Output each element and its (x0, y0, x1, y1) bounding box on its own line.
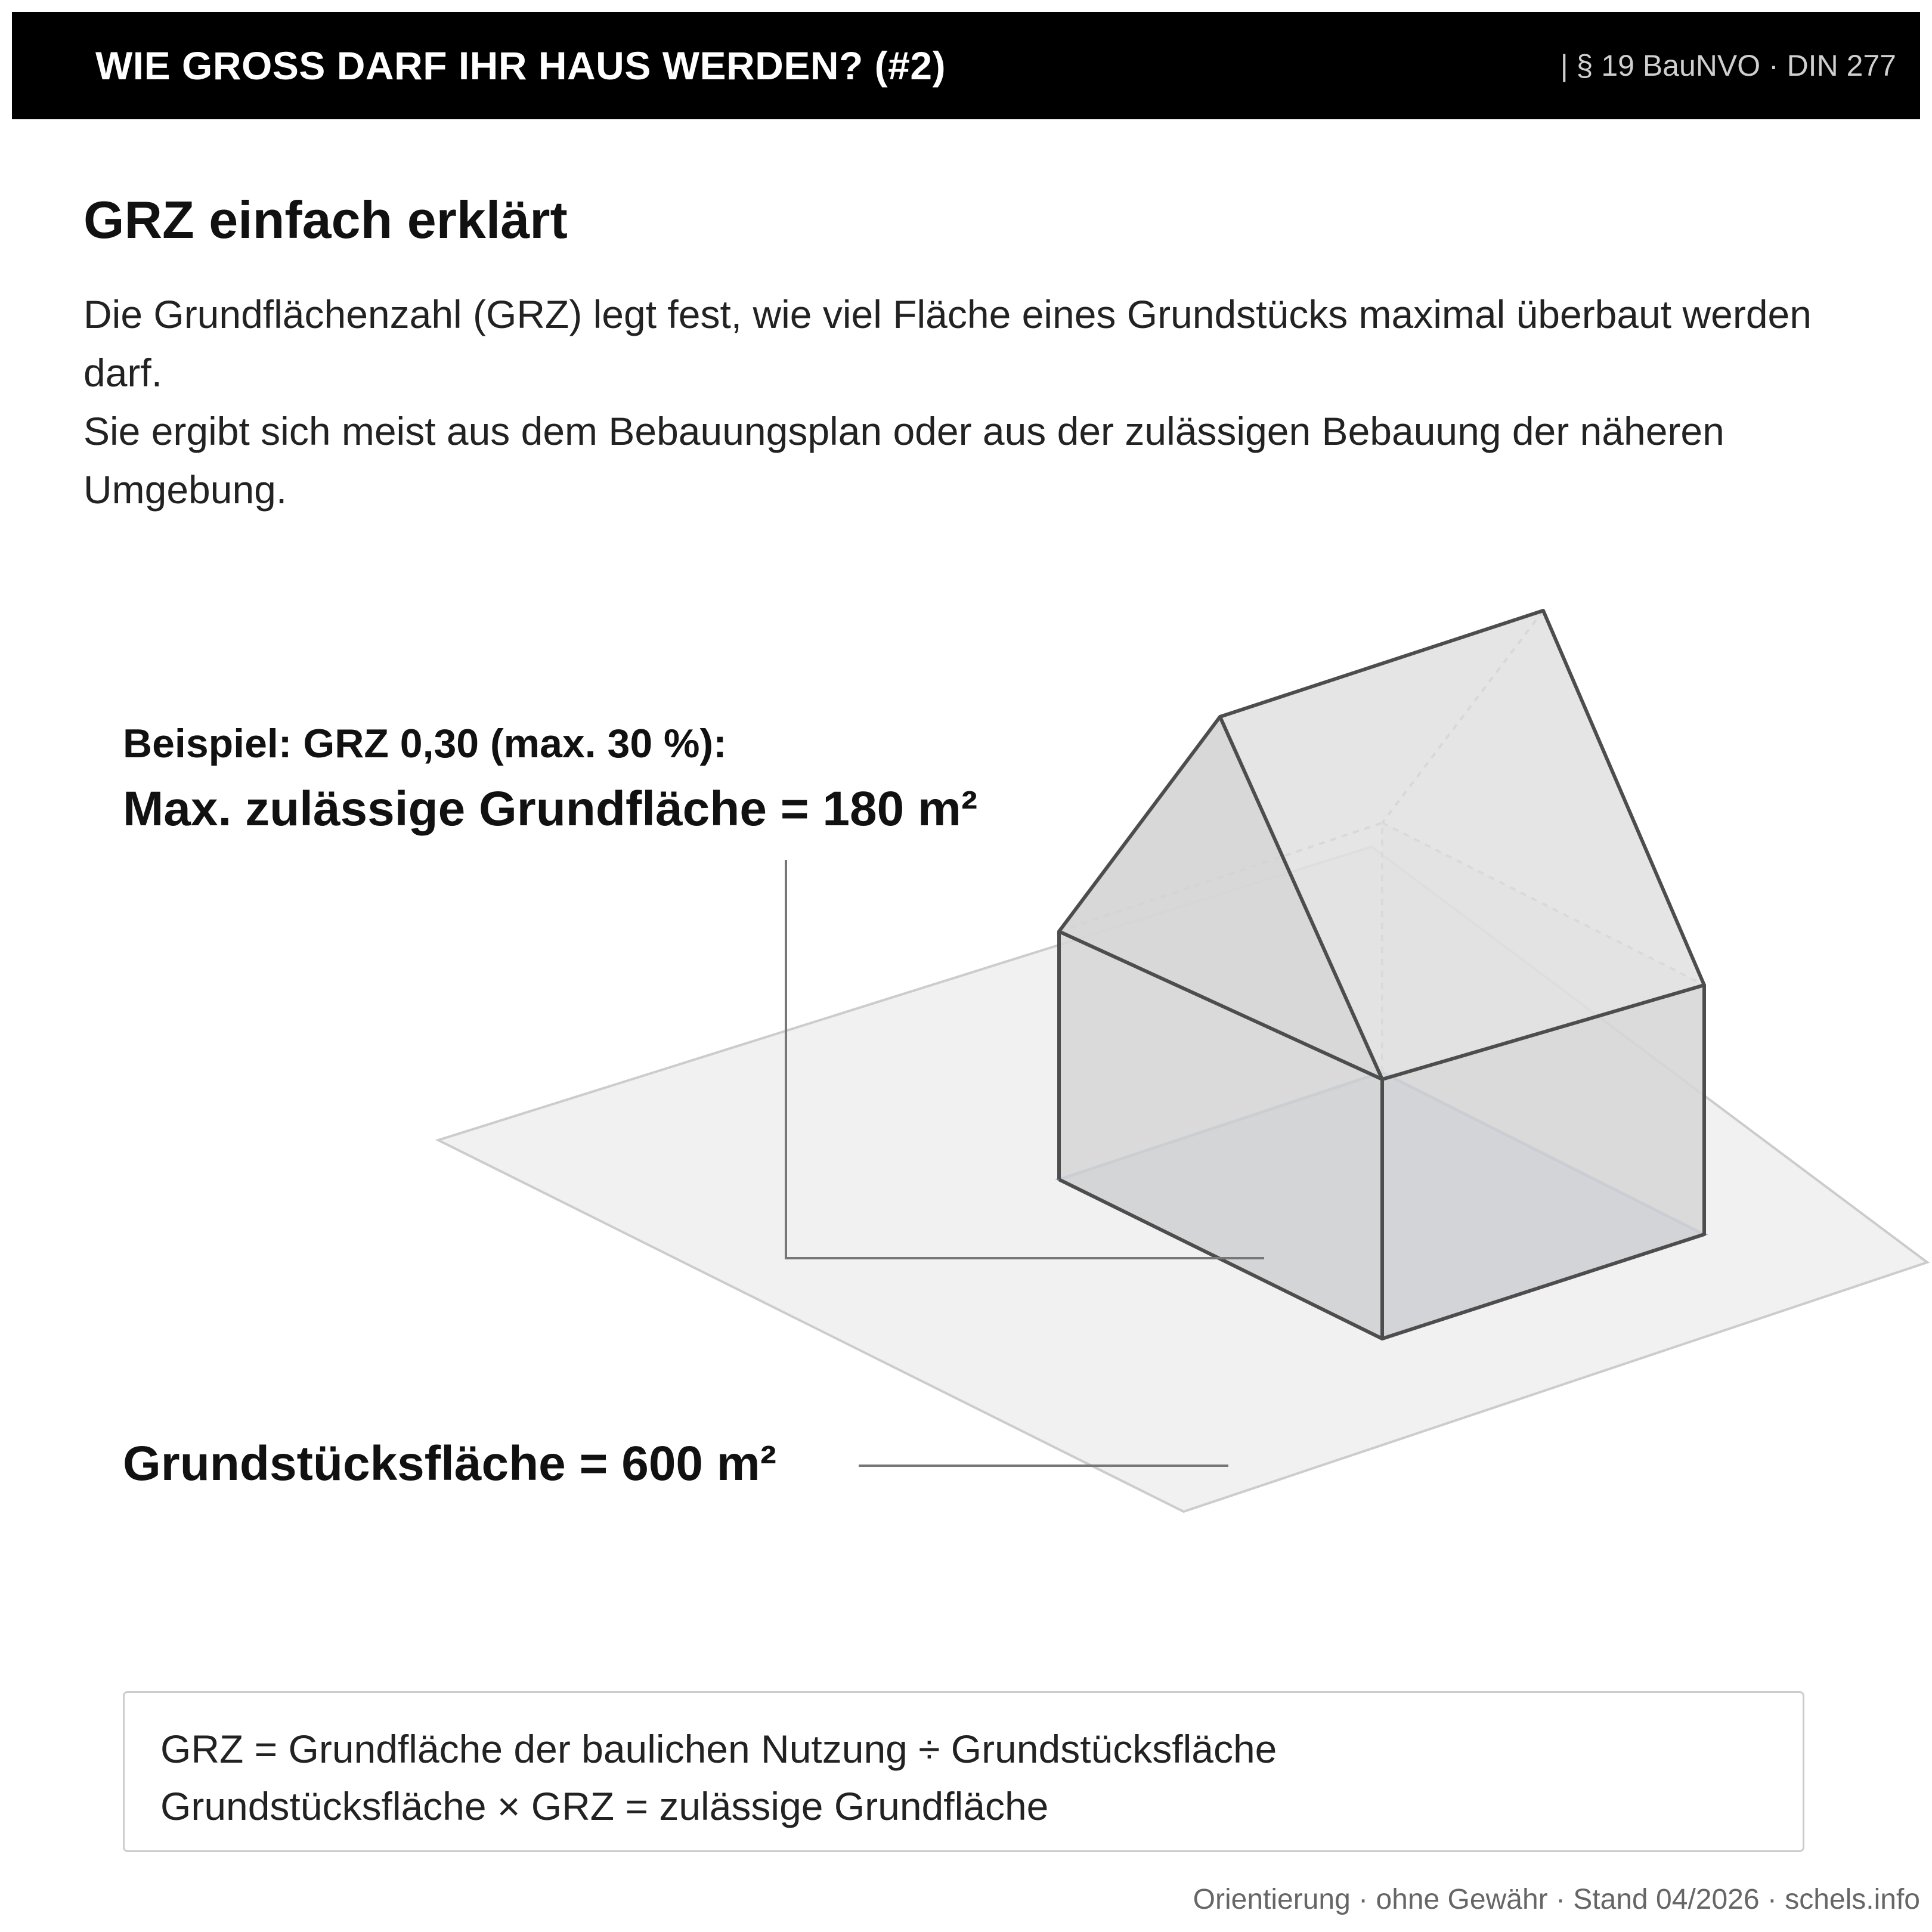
page-title: WIE GROSS DARF IHR HAUS WERDEN? (#2) (95, 44, 946, 88)
intro-paragraph-1: Die Grundflächenzahl (GRZ) legt fest, wie viel Fläche eines Grundstücks maximal überbaut werden darf. (83, 292, 1812, 395)
section-title: GRZ einfach erklärt (83, 190, 568, 249)
plot-area-label: Grundstücksfläche = 600 m² (123, 1436, 777, 1491)
formula-line-1: GRZ = Grundfläche der baulichen Nutzung ÷ Grundstücksfläche (160, 1727, 1277, 1771)
example-label: Beispiel: GRZ 0,30 (max. 30 %): (123, 721, 727, 766)
formula-box (123, 1691, 1804, 1852)
formula-line-2: Grundstücksfläche × GRZ = zulässige Grundfläche (160, 1784, 1049, 1828)
footer-note: Orientierung · ohne Gewähr · Stand 04/2026 · schels.info (1193, 1884, 1920, 1915)
max-area-label: Max. zulässige Grundfläche = 180 m² (123, 782, 978, 836)
intro-paragraph-2: Sie ergibt sich meist aus dem Bebauungsplan oder aus der zulässigen Bebauung der näheren Umgebung. (83, 409, 1724, 512)
legal-reference: | § 19 BauNVO · DIN 277 (1560, 49, 1896, 82)
